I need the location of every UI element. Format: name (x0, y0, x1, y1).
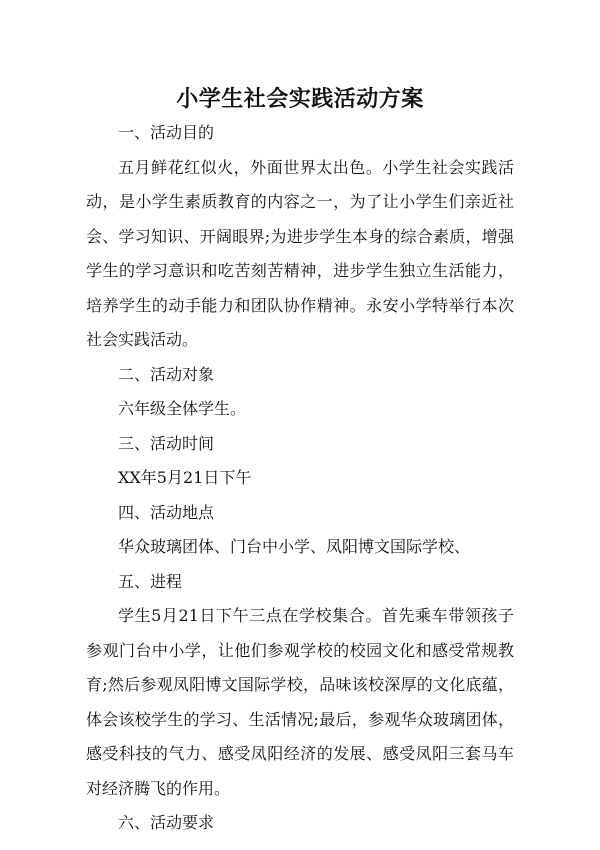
heading-location: 四、活动地点 (118, 502, 215, 522)
heading-purpose: 一、活动目的 (118, 123, 215, 142)
heading-requirements: 六、活动要求 (118, 813, 215, 832)
heading-participants: 二、活动对象 (118, 364, 215, 384)
paragraph-time: XX年5月21日下午 (118, 468, 252, 487)
heading-time: 三、活动时间 (118, 433, 215, 453)
paragraph-location: 华众玻璃团体、门台中小学、凤阳博文国际学校、 (118, 537, 471, 556)
paragraph-participants: 六年级全体学生。 (118, 399, 247, 418)
paragraph-purpose: 五月鲜花红似火，外面世界太出色。小学生社会实践活动，是小学生素质教育的内容之一，为了让小学生们亲近社会、学习知识、开阔眼界;为进步学生本身的综合素质，增强学生的学习意识和吃苦刻苦精神，进步学生独立生活能力，培养学生的动手能力和团队协作精神。永安小学特举行本次社会实践活动。 (86, 157, 514, 349)
paragraph-process: 学生5月21日下午三点在学校集合。首先乘车带领孩子参观门台中小学，让他们参观学校的校园文化和感受常规教育;然后参观凤阳博文国际学校，品味该校深厚的文化底蕴，体会该校学生的学习、生活情况;最后，参观华众玻璃团体，感受科技的气力、感受凤阳经济的发展、感受凤阳三套马车对经济腾飞的作用。 (86, 606, 514, 798)
heading-process: 五、进程 (118, 571, 183, 591)
document-body (86, 116, 514, 841)
document-title: 小学生社会实践活动方案 (176, 87, 424, 112)
